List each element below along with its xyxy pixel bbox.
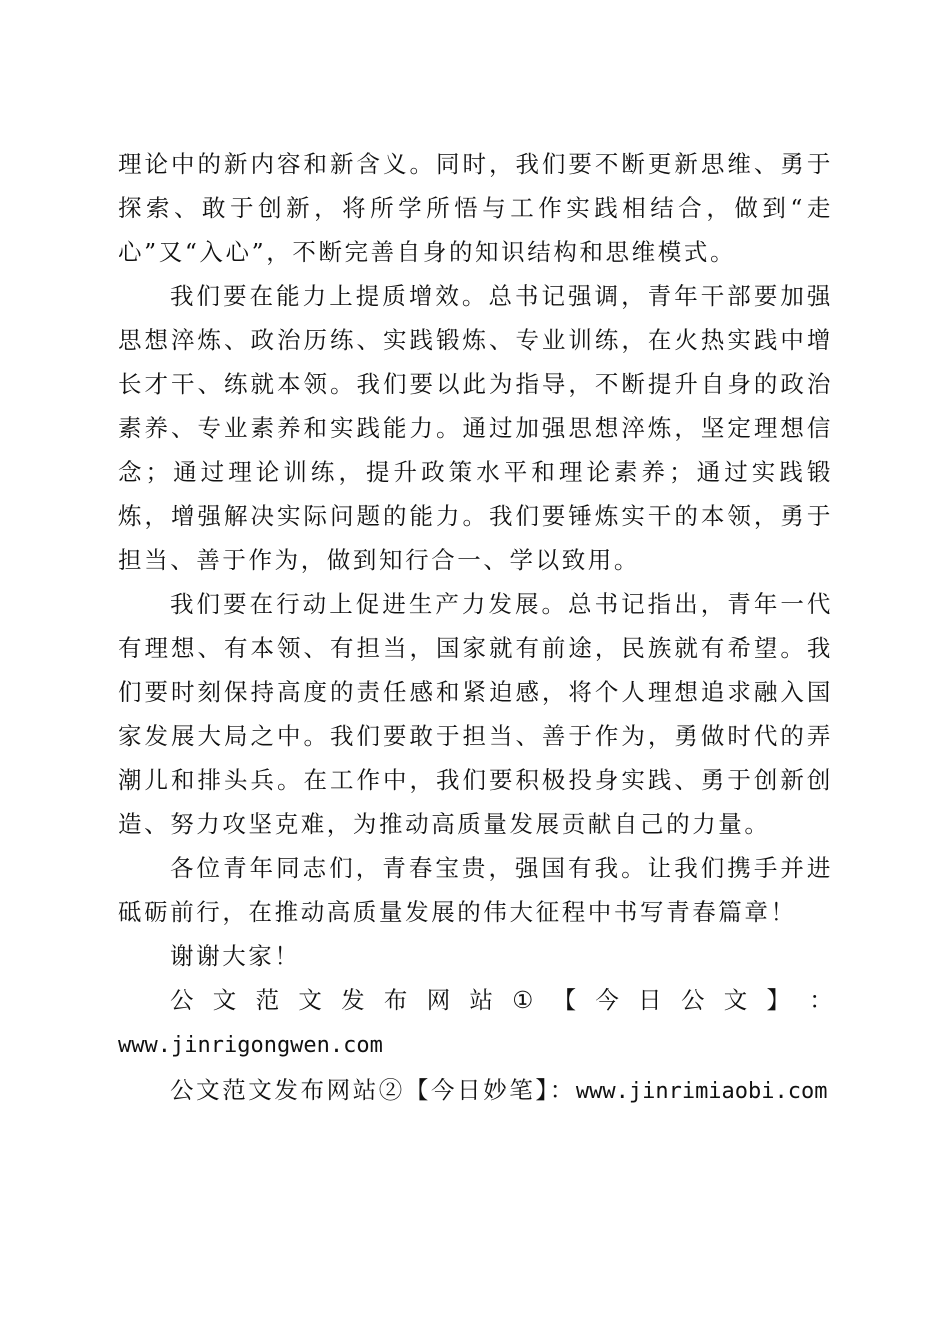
site1-label-char: 公 <box>680 986 705 1014</box>
site1-label-char: ① <box>512 986 534 1014</box>
site1-label-char: 日 <box>638 986 662 1014</box>
document-body <box>118 142 833 1114</box>
site2-label: 公文范文发布网站②【今日妙笔】： <box>170 1076 576 1104</box>
paragraph-continuation: 理论中的新内容和新含义。同时，我们要不断更新思维、勇于探索、敢于创新，将所学所悟与工作实践相结合，做到“走心”又“入心”，不断完善自身的知识结构和思维模式。 <box>118 150 833 266</box>
site1-label-char: 网 <box>426 986 451 1014</box>
site1-label-char: 文 <box>723 986 748 1014</box>
site1-label-char: 公 <box>170 986 194 1014</box>
site1-label-char: 【 <box>552 986 577 1014</box>
site1-label-char: 范 <box>255 986 280 1014</box>
paragraph-closing: 各位青年同志们，青春宝贵，强国有我。让我们携手并进砥砺前行，在推动高质量发展的伟大征程中书写青春篇章！ <box>118 854 833 926</box>
paragraph-thanks: 谢谢大家！ <box>170 942 301 970</box>
paragraph-action: 我们要在行动上促进生产力发展。总书记指出，青年一代有理想、有本领、有担当，国家就有前途，民族就有希望。我们要时刻保持高度的责任感和紧迫感，将个人理想追求融入国家发展大局之中。我们要敢于担当、善于作为，勇做时代的弄潮儿和排头兵。在工作中，我们要积极投身实践、勇于创新创造、努力攻坚克难，为推动高质量发展贡献自己的力量。 <box>118 590 833 838</box>
site1-label-char: 站 <box>469 986 493 1014</box>
site2-line <box>118 1068 833 1114</box>
site1-label-char: 今 <box>595 986 619 1014</box>
site1-label-row <box>118 978 833 1022</box>
site1-label-char: 文 <box>212 986 237 1014</box>
site1-label-char: 文 <box>298 986 322 1014</box>
site1-label-char: 发 <box>341 986 365 1014</box>
site2-url[interactable]: www.jinrimiaobi.com <box>575 1079 828 1104</box>
site1-url[interactable]: www.jinrigongwen.com <box>118 1033 383 1058</box>
site1-url-line <box>118 1022 833 1068</box>
site1-label-char: 布 <box>383 986 408 1014</box>
paragraph-ability: 我们要在能力上提质增效。总书记强调，青年干部要加强思想淬炼、政治历练、实践锻炼、专业训练，在火热实践中增长才干、练就本领。我们要以此为指导，不断提升自身的政治素养、专业素养和实践能力。通过加强思想淬炼，坚定理想信念；通过理论训练，提升政策水平和理论素养；通过实践锻炼，增强解决实际问题的能力。我们要锤炼实干的本领，勇于担当、善于作为，做到知行合一、学以致用。 <box>118 282 833 574</box>
site1-label-char: 】 <box>766 986 791 1014</box>
site1-label-char: ： <box>809 986 833 1014</box>
